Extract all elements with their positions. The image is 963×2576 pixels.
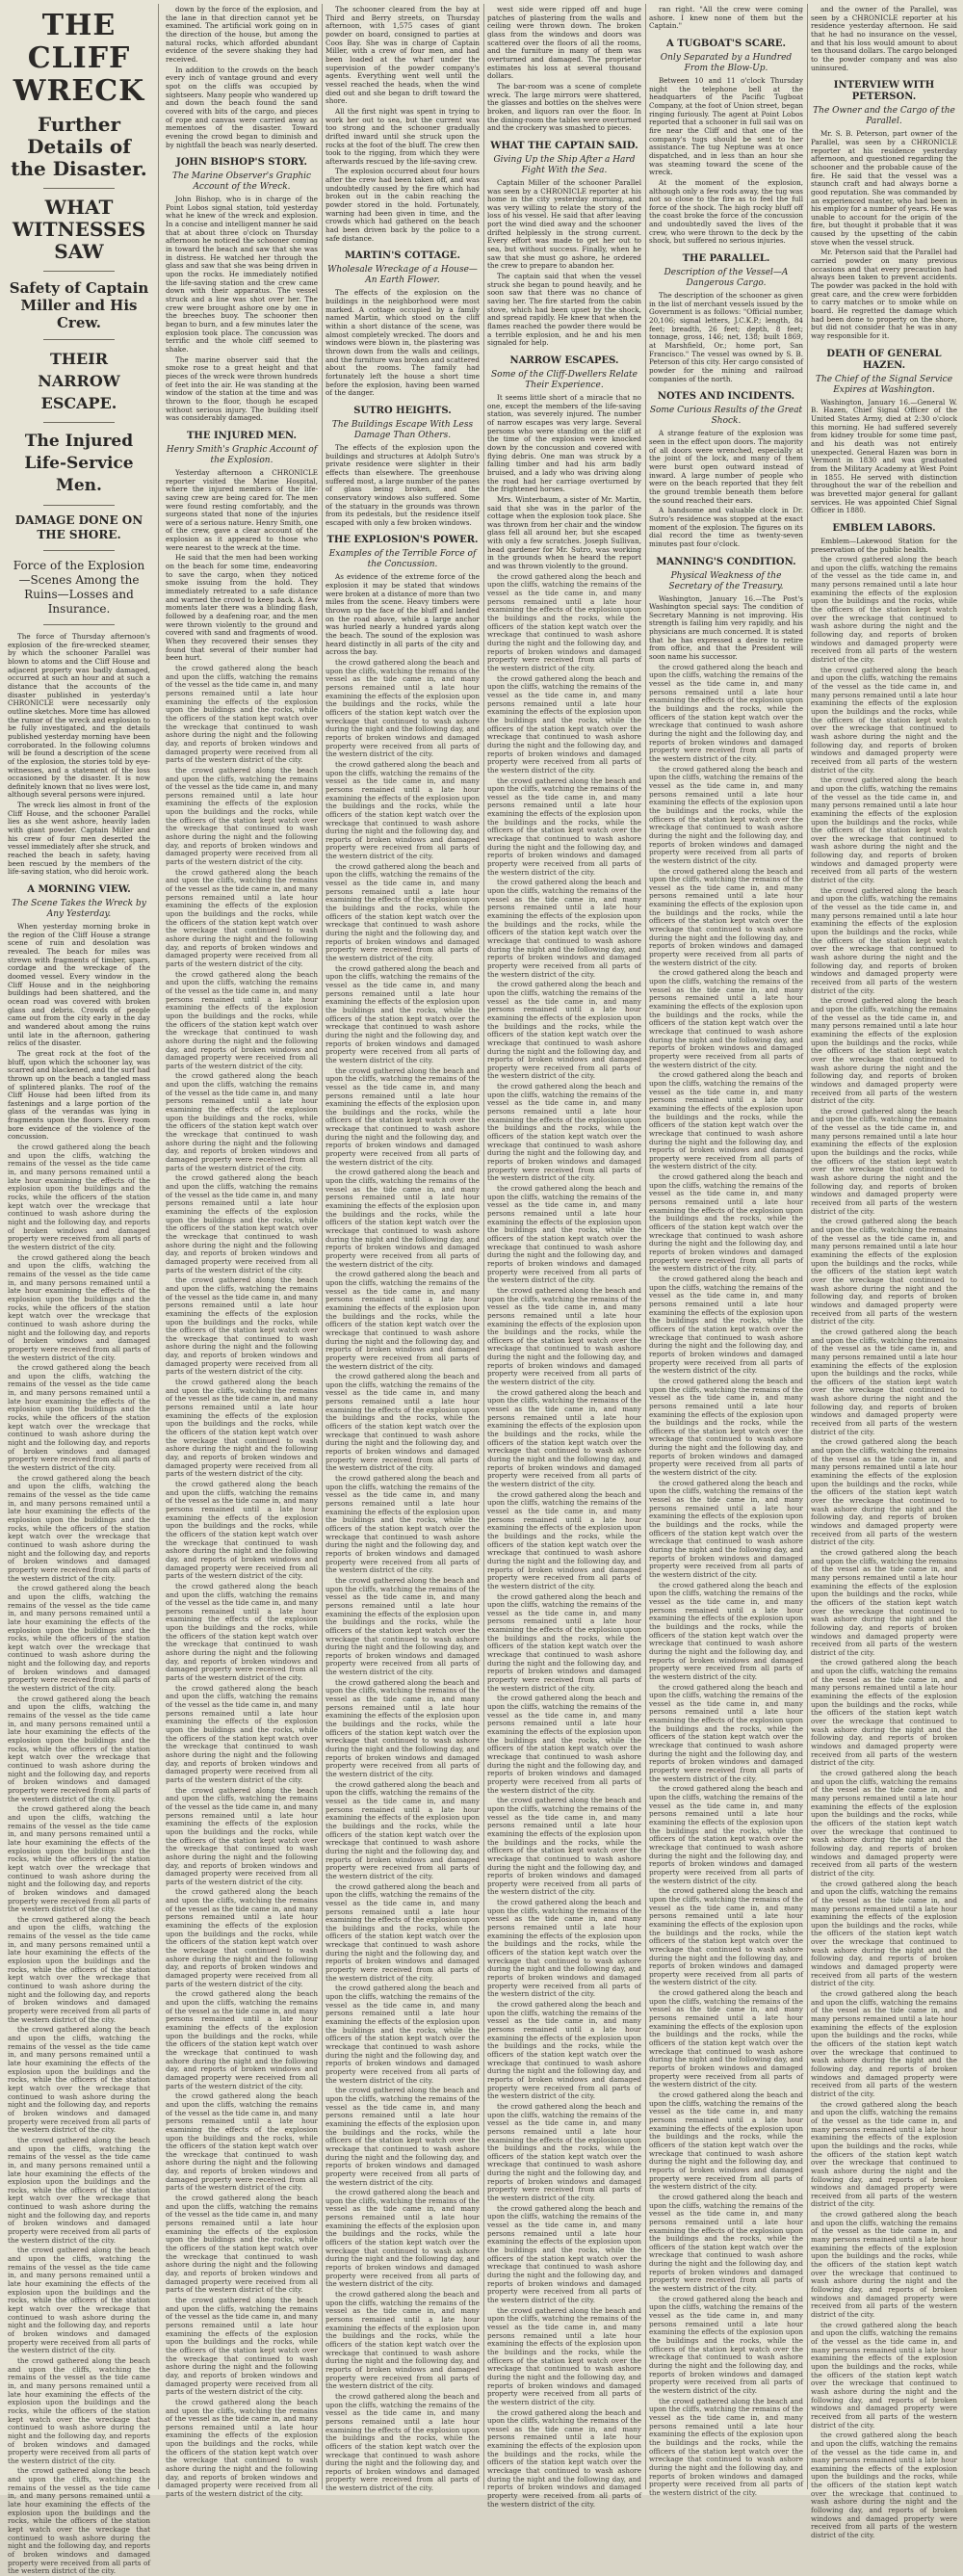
subhead-lead: The Buildings Escape With Less Damage Than Others. bbox=[331, 419, 474, 440]
subhead: A MORNING VIEW. bbox=[27, 884, 131, 896]
subhead-lead: Physical Weakness of the Secretary of the Treasury. bbox=[668, 570, 784, 591]
article-paragraph: the crowd gathered along the beach and upon the cliffs, watching the remains of the vessel as the tide came in, and many persons remained until a late hour examining the effects of the explosion upon the buildings and the rocks, while the officers of the station kept watch over the wreckage that continued to wash ashore during the night and the following day, and reports of broken windows and damaged property were received from all parts of the western district of the city. bbox=[487, 1591, 641, 1693]
subhead: THE EXPLOSION'S POWER. bbox=[326, 535, 479, 546]
article-paragraph: the crowd gathered along the beach and upon the cliffs, watching the remains of the vessel as the tide came in, and many persons remained until a late hour examining the effects of the explosion upon the buildings and the rocks, while the officers of the station kept watch over the wreckage that continued to wash ashore during the night and the following day, and reports of broken windows and damaged property were received from all parts of the western district of the city. bbox=[811, 1217, 957, 1327]
article-paragraph: the crowd gathered along the beach and upon the cliffs, watching the remains of the vessel as the tide came in, and many persons remained until a late hour examining the effects of the explosion upon the buildings and the rocks, while the officers of the station kept watch over the wreckage that continued to wash ashore during the night and the following day, and reports of broken windows and damaged property were received from all parts of the western district of the city. bbox=[649, 1580, 803, 1681]
divider bbox=[43, 422, 115, 423]
column-rule bbox=[483, 4, 484, 2489]
article-paragraph: the crowd gathered along the beach and upon the cliffs, watching the remains of the vessel as the tide came in, and many persons remained until a late hour examining the effects of the explosion upon the buildings and the rocks, while the officers of the station kept watch over the wreckage that continued to wash ashore during the night and the following day, and reports of broken windows and damaged property were received from all parts of the western district of the city. bbox=[325, 1575, 480, 1677]
article-paragraph: the crowd gathered along the beach and upon the cliffs, watching the remains of the vessel as the tide came in, and many persons remained until a late hour examining the effects of the explosion upon the buildings and the rocks, while the officers of the station kept watch over the wreckage that continued to wash ashore during the night and the following day, and reports of broken windows and damaged property were received from all parts of the western district of the city. bbox=[811, 2210, 957, 2319]
article-paragraph: the crowd gathered along the beach and upon the cliffs, watching the remains of the vessel as the tide came in, and many persons remained until a late hour examining the effects of the explosion upon the buildings and the rocks, while the officers of the station kept watch over the wreckage that continued to wash ashore during the night and the following day, and reports of broken windows and damaged property were received from all parts of the western district of the city. bbox=[8, 1694, 150, 1803]
article-paragraph: the crowd gathered along the beach and upon the cliffs, watching the remains of the vessel as the tide came in, and many persons remained until a late hour examining the effects of the explosion upon the buildings and the rocks, while the officers of the station kept watch over the wreckage that continued to wash ashore during the night and the following day, and reports of broken windows and damaged property were received from all parts of the western district of the city. bbox=[8, 2246, 150, 2355]
article-paragraph: the crowd gathered along the beach and upon the cliffs, watching the remains of the vessel as the tide came in, and many persons remained until a late hour examining the effects of the explosion upon the buildings and the rocks, while the officers of the station kept watch over the wreckage that continued to wash ashore during the night and the following day, and reports of broken windows and damaged property were received from all parts of the western district of the city. bbox=[649, 1172, 803, 1274]
subhead-lead: Description of the Vessel—A Dangerous Cargo. bbox=[664, 268, 789, 289]
article-paragraph: the crowd gathered along the beach and upon the cliffs, watching the remains of the vessel as the tide came in, and many persons remained until a late hour examining the effects of the explosion upon the buildings and the rocks, while the officers of the station kept watch over the wreckage that continued to wash ashore during the night and the following day, and reports of broken windows and damaged property were received from all parts of the western district of the city. bbox=[325, 1474, 480, 1575]
article-paragraph: the crowd gathered along the beach and upon the cliffs, watching the remains of the vessel as the tide came in, and many persons remained until a late hour examining the effects of the explosion upon the buildings and the rocks, while the officers of the station kept watch over the wreckage that continued to wash ashore during the night and the following day, and reports of broken windows and damaged property were received from all parts of the western district of the city. bbox=[325, 2188, 480, 2289]
subhead-lead: Wholesale Wreckage of a House—An Earth Flower. bbox=[327, 265, 478, 286]
column-2 bbox=[166, 5, 318, 2499]
article-paragraph: the crowd gathered along the beach and upon the cliffs, watching the remains of the vessel as the tide came in, and many persons remained until a late hour examining the effects of the explosion upon the buildings and the rocks, while the officers of the station kept watch over the wreckage that continued to wash ashore during the night and the following day, and reports of broken windows and damaged property were received from all parts of the western district of the city. bbox=[166, 867, 318, 968]
article-paragraph: the crowd gathered along the beach and upon the cliffs, watching the remains of the vessel as the tide came in, and many persons remained until a late hour examining the effects of the explosion upon the buildings and the rocks, while the officers of the station kept watch over the wreckage that continued to wash ashore during the night and the following day, and reports of broken windows and damaged property were received from all parts of the western district of the city. bbox=[8, 1584, 150, 1694]
article-paragraph: the crowd gathered along the beach and upon the cliffs, watching the remains of the vessel as the tide came in, and many persons remained until a late hour examining the effects of the explosion upon the buildings and the rocks, while the officers of the station kept watch over the wreckage that continued to wash ashore during the night and the following day, and reports of broken windows and damaged property were received from all parts of the western district of the city. bbox=[8, 1252, 150, 1362]
article-paragraph: the crowd gathered along the beach and upon the cliffs, watching the remains of the vessel as the tide came in, and many persons remained until a late hour examining the effects of the explosion upon the buildings and the rocks, while the officers of the station kept watch over the wreckage that continued to wash ashore during the night and the following day, and reports of broken windows and damaged property were received from all parts of the western district of the city. bbox=[325, 2290, 480, 2391]
article-paragraph: the crowd gathered along the beach and upon the cliffs, watching the remains of the vessel as the tide came in, and many persons remained until a late hour examining the effects of the explosion upon the buildings and the rocks, while the officers of the station kept watch over the wreckage that continued to wash ashore during the night and the following day, and reports of broken windows and damaged property were received from all parts of the western district of the city. bbox=[649, 968, 803, 1069]
subhead: SUTRO HEIGHTS. bbox=[353, 405, 452, 416]
column-3 bbox=[325, 5, 480, 2493]
article-paragraph: The bar-room was a scene of complete wreck. The large mirrors were shattered, the glasses and bottles on the shelves were broken, and liquors ran over the floor. In the dining-room the tables were overturned and the crockery was smashed to pieces. bbox=[487, 81, 641, 133]
article-paragraph: the crowd gathered along the beach and upon the cliffs, watching the remains of the vessel as the tide came in, and many persons remained until a late hour examining the effects of the explosion upon the buildings and the rocks, while the officers of the station kept watch over the wreckage that continued to wash ashore during the night and the following day, and reports of broken windows and damaged property were received from all parts of the western district of the city. bbox=[166, 1479, 318, 1581]
article-paragraph: and the owner of the Parallel, was seen by a CHRONICLE reporter at his residence yesterday afternoon. He said that he had no insurance on the vessel, and that his loss would amount to about ten thousand dollars. The cargo belonged to the powder company and was also uninsured. bbox=[811, 5, 958, 72]
article-paragraph: the crowd gathered along the beach and upon the cliffs, watching the remains of the vessel as the tide came in, and many persons remained until a late hour examining the effects of the explosion upon the buildings and the rocks, while the officers of the station kept watch over the wreckage that continued to wash ashore during the night and the following day, and reports of broken windows and damaged property were received from all parts of the western district of the city. bbox=[166, 1683, 318, 1784]
article-paragraph: the crowd gathered along the beach and upon the cliffs, watching the remains of the vessel as the tide came in, and many persons remained until a late hour examining the effects of the explosion upon the buildings and the rocks, while the officers of the station kept watch over the wreckage that continued to wash ashore during the night and the following day, and reports of broken windows and damaged property were received from all parts of the western district of the city. bbox=[325, 1677, 480, 1778]
article-paragraph: the crowd gathered along the beach and upon the cliffs, watching the remains of the vessel as the tide came in, and many persons remained until a late hour examining the effects of the explosion upon the buildings and the rocks, while the officers of the station kept watch over the wreckage that continued to wash ashore during the night and the following day, and reports of broken windows and damaged property were received from all parts of the western district of the city. bbox=[325, 1168, 480, 1269]
headline-deck-3: Safety of Captain Miller and His Crew. bbox=[9, 279, 149, 331]
article-paragraph: the crowd gathered along the beach and upon the cliffs, watching the remains of the vessel as the tide came in, and many persons remained until a late hour examining the effects of the explosion upon the buildings and the rocks, while the officers of the station kept watch over the wreckage that continued to wash ashore during the night and the following day, and reports of broken windows and damaged property were received from all parts of the western district of the city. bbox=[487, 1898, 641, 1999]
subhead-lead: The Marine Observer's Graphic Account of the Wreck. bbox=[171, 171, 312, 193]
article-paragraph: The captain said that when the vessel struck she began to pound heavily, and he soon saw that there was no chance of saving her. The fire started from the cabin stove, which had been upset by the shock, and spread rapidly. He knew that when the flames reached the powder there would be a terrible explosion, and he and his men signaled for help. bbox=[487, 272, 641, 348]
article-paragraph: the crowd gathered along the beach and upon the cliffs, watching the remains of the vessel as the tide came in, and many persons remained until a late hour examining the effects of the explosion upon the buildings and the rocks, while the officers of the station kept watch over the wreckage that continued to wash ashore during the night and the following day, and reports of broken windows and damaged property were received from all parts of the western district of the city. bbox=[166, 2295, 318, 2397]
article-paragraph: the crowd gathered along the beach and upon the cliffs, watching the remains of the vessel as the tide came in, and many persons remained until a late hour examining the effects of the explosion upon the buildings and the rocks, while the officers of the station kept watch over the wreckage that continued to wash ashore during the night and the following day, and reports of broken windows and damaged property were received from all parts of the western district of the city. bbox=[649, 1784, 803, 1885]
article-paragraph: the crowd gathered along the beach and upon the cliffs, watching the remains of the vessel as the tide came in, and many persons remained until a late hour examining the effects of the explosion upon the buildings and the rocks, while the officers of the station kept watch over the wreckage that continued to wash ashore during the night and the following day, and reports of broken windows and damaged property were received from all parts of the western district of the city. bbox=[166, 1581, 318, 1683]
article-paragraph: The description of the schooner as given in the list of merchant vessels issued by the Government is as follows: "Official number, 20,106; signal letters, J.C.K.P.; length, 84 feet; breadth, 26 feet; depth, 8 feet; tonnage, gross, 146; net, 138; built 1869, at Marshfield, Or.; home port, San Francisco." The vessel was owned by S. B. Peterson of this city. Her cargo consisted of powder for the mining and railroad companies of the north. bbox=[649, 291, 803, 383]
article-paragraph: the crowd gathered along the beach and upon the cliffs, watching the remains of the vessel as the tide came in, and many persons remained until a late hour examining the effects of the explosion upon the buildings and the rocks, while the officers of the station kept watch over the wreckage that continued to wash ashore during the night and the following day, and reports of broken windows and damaged property were received from all parts of the western district of the city. bbox=[325, 1984, 480, 2085]
article-paragraph: A handsome and valuable clock in Dr. Sutro's residence was stopped at the exact moment of the explosion. The figures on its dial record the time as twenty-seven minutes past four o'clock. bbox=[649, 506, 803, 548]
article-paragraph: the crowd gathered along the beach and upon the cliffs, watching the remains of the vessel as the tide came in, and many persons remained until a late hour examining the effects of the explosion upon the buildings and the rocks, while the officers of the station kept watch over the wreckage that continued to wash ashore during the night and the following day, and reports of broken windows and damaged property were received from all parts of the western district of the city. bbox=[487, 980, 641, 1081]
article-paragraph: the crowd gathered along the beach and upon the cliffs, watching the remains of the vessel as the tide came in, and many persons remained until a late hour examining the effects of the explosion upon the buildings and the rocks, while the officers of the station kept watch over the wreckage that continued to wash ashore during the night and the following day, and reports of broken windows and damaged property were received from all parts of the western district of the city. bbox=[649, 764, 803, 865]
article-paragraph: the crowd gathered along the beach and upon the cliffs, watching the remains of the vessel as the tide came in, and many persons remained until a late hour examining the effects of the explosion upon the buildings and the rocks, while the officers of the station kept watch over the wreckage that continued to wash ashore during the night and the following day, and reports of broken windows and damaged property were received from all parts of the western district of the city. bbox=[811, 885, 957, 995]
article-paragraph: the crowd gathered along the beach and upon the cliffs, watching the remains of the vessel as the tide came in, and many persons remained until a late hour examining the effects of the explosion upon the buildings and the rocks, while the officers of the station kept watch over the wreckage that continued to wash ashore during the night and the following day, and reports of broken windows and damaged property were received from all parts of the western district of the city. bbox=[8, 2135, 150, 2245]
headline-summary: Force of the Explosion—Scenes Among the Ruins—Losses and Insurance. bbox=[13, 559, 145, 616]
article-paragraph: west side were ripped off and huge patches of plastering from the walls and ceiling were thrown down. The broken glass from the windows and doors was scattered over the floors of all the rooms, and the furniture in many of them was overturned and damaged. The proprietor estimates his loss at several thousand dollars. bbox=[487, 5, 641, 81]
subhead: NARROW ESCAPES. bbox=[509, 355, 619, 366]
subhead-lead: Giving Up the Ship After a Hard Fight With the Sea. bbox=[493, 154, 636, 175]
article-paragraph: the crowd gathered along the beach and upon the cliffs, watching the remains of the vessel as the tide came in, and many persons remained until a late hour examining the effects of the explosion upon the buildings and the rocks, while the officers of the station kept watch over the wreckage that continued to wash ashore during the night and the following day, and reports of broken windows and damaged property were received from all parts of the western district of the city. bbox=[649, 662, 803, 763]
article-paragraph: the crowd gathered along the beach and upon the cliffs, watching the remains of the vessel as the tide came in, and many persons remained until a late hour examining the effects of the explosion upon the buildings and the rocks, while the officers of the station kept watch over the wreckage that continued to wash ashore during the night and the following day, and reports of broken windows and damaged property were received from all parts of the western district of the city. bbox=[811, 2320, 957, 2430]
article-paragraph: the crowd gathered along the beach and upon the cliffs, watching the remains of the vessel as the tide came in, and many persons remained until a late hour examining the effects of the explosion upon the buildings and the rocks, while the officers of the station kept watch over the wreckage that continued to wash ashore during the night and the following day, and reports of broken windows and damaged property were received from all parts of the western district of the city. bbox=[325, 658, 480, 759]
article-paragraph: The explosion occurred about four hours after the crew had been taken off, and was undoubtedly caused by the fire which had broken out in the cabin reaching the powder stored in the hold. Fortunately, warning had been given in time, and the crowds which had gathered on the beach had been driven back by the police to a safe distance. bbox=[325, 167, 480, 243]
article-paragraph: the crowd gathered along the beach and upon the cliffs, watching the remains of the vessel as the tide came in, and many persons remained until a late hour examining the effects of the explosion upon the buildings and the rocks, while the officers of the station kept watch over the wreckage that continued to wash ashore during the night and the following day, and reports of broken windows and damaged property were received from all parts of the western district of the city. bbox=[166, 2397, 318, 2499]
column-4 bbox=[487, 5, 641, 2509]
article-paragraph: Mr. S. B. Peterson, part owner of the Parallel, was seen by a CHRONICLE reporter at his residence yesterday afternoon, and questioned regarding the schooner and the probable cause of the fire. He said that the vessel was a staunch craft and had always borne a good reputation. She was commanded by an experienced master, who had been in his employ for a number of years. He was unable to account for the origin of the fire, but thought it probable that it was caused by the upsetting of the cabin stove when the vessel struck. bbox=[811, 129, 957, 247]
article-paragraph: the crowd gathered along the beach and upon the cliffs, watching the remains of the vessel as the tide came in, and many persons remained until a late hour examining the effects of the explosion upon the buildings and the rocks, while the officers of the station kept watch over the wreckage that continued to wash ashore during the night and the following day, and reports of broken windows and damaged property were received from all parts of the western district of the city. bbox=[649, 866, 803, 967]
article-paragraph: the crowd gathered along the beach and upon the cliffs, watching the remains of the vessel as the tide came in, and many persons remained until a late hour examining the effects of the explosion upon the buildings and the rocks, while the officers of the station kept watch over the wreckage that continued to wash ashore during the night and the following day, and reports of broken windows and damaged property were received from all parts of the western district of the city. bbox=[487, 1796, 641, 1897]
article-paragraph: The effects of the explosion upon the buildings and structures at Adolph Sutro's private residence were slighter in their effects than elsewhere. The greenhouse suffered most, a large number of the panes of glass being broken, and the conservatory windows also suffered. Some of the statuary in the grounds was thrown from its pedestals, but the residence itself escaped with only a few broken windows. bbox=[325, 442, 480, 527]
article-paragraph: The schooner cleared from the bay at Third and Berry streets, on Thursday afternoon, with 1,575 cases of giant powder on board, consigned to parties at Coos Bay. She was in charge of Captain Miller, with a crew of four men, and had been loaded at the wharf under the supervision of the powder company's agents. Everything went well until the vessel reached the heads, when the wind died out and she began to drift toward the shore. bbox=[325, 5, 480, 106]
divider bbox=[43, 339, 115, 340]
article-paragraph: the crowd gathered along the beach and upon the cliffs, watching the remains of the vessel as the tide came in, and many persons remained until a late hour examining the effects of the explosion upon the buildings and the rocks, while the officers of the station kept watch over the wreckage that continued to wash ashore during the night and the following day, and reports of broken windows and damaged property were received from all parts of the western district of the city. bbox=[649, 1682, 803, 1783]
article-paragraph: the crowd gathered along the beach and upon the cliffs, watching the remains of the vessel as the tide came in, and many persons remained until a late hour examining the effects of the explosion upon the buildings and the rocks, while the officers of the station kept watch over the wreckage that continued to wash ashore during the night and the following day, and reports of broken windows and damaged property were received from all parts of the western district of the city. bbox=[166, 969, 318, 1070]
article-paragraph: the crowd gathered along the beach and upon the cliffs, watching the remains of the vessel as the tide came in, and many persons remained until a late hour examining the effects of the explosion upon the buildings and the rocks, while the officers of the station kept watch over the wreckage that continued to wash ashore during the night and the following day, and reports of broken windows and damaged property were received from all parts of the western district of the city. bbox=[811, 1547, 957, 1657]
article-paragraph: the crowd gathered along the beach and upon the cliffs, watching the remains of the vessel as the tide came in, and many persons remained until a late hour examining the effects of the explosion upon the buildings and the rocks, while the officers of the station kept watch over the wreckage that continued to wash ashore during the night and the following day, and reports of broken windows and damaged property were received from all parts of the western district of the city. bbox=[325, 2086, 480, 2187]
article-paragraph: the crowd gathered along the beach and upon the cliffs, watching the remains of the vessel as the tide came in, and many persons remained until a late hour examining the effects of the explosion upon the buildings and the rocks, while the officers of the station kept watch over the wreckage that continued to wash ashore during the night and the following day, and reports of broken windows and damaged property were received from all parts of the western district of the city. bbox=[325, 759, 480, 861]
headline-deck-2: WHAT WITNESSES SAW bbox=[12, 196, 146, 263]
article-paragraph: the crowd gathered along the beach and upon the cliffs, watching the remains of the vessel as the tide came in, and many persons remained until a late hour examining the effects of the explosion upon the buildings and the rocks, while the officers of the station kept watch over the wreckage that continued to wash ashore during the night and the following day, and reports of broken windows and damaged property were received from all parts of the western district of the city. bbox=[8, 1804, 150, 1914]
subhead: MANNING'S CONDITION. bbox=[656, 556, 796, 567]
article-paragraph: the crowd gathered along the beach and upon the cliffs, watching the remains of the vessel as the tide came in, and many persons remained until a late hour examining the effects of the explosion upon the buildings and the rocks, while the officers of the station kept watch over the wreckage that continued to wash ashore during the night and the following day, and reports of broken windows and damaged property were received from all parts of the western district of the city. bbox=[811, 1989, 957, 2098]
subhead: A TUGBOAT'S SCARE. bbox=[665, 38, 787, 49]
article-paragraph: the crowd gathered along the beach and upon the cliffs, watching the remains of the vessel as the tide came in, and many persons remained until a late hour examining the effects of the explosion upon the buildings and the rocks, while the officers of the station kept watch over the wreckage that continued to wash ashore during the night and the following day, and reports of broken windows and damaged property were received from all parts of the western district of the city. bbox=[487, 2407, 641, 2509]
subhead: THE INJURED MEN. bbox=[186, 430, 298, 441]
article-paragraph: the crowd gathered along the beach and upon the cliffs, watching the remains of the vessel as the tide came in, and many persons remained until a late hour examining the effects of the explosion upon the buildings and the rocks, while the officers of the station kept watch over the wreckage that continued to wash ashore during the night and the following day, and reports of broken windows and damaged property were received from all parts of the western district of the city. bbox=[487, 673, 641, 775]
subhead-lead: The Scene Takes the Wreck by Any Yesterday. bbox=[12, 899, 146, 920]
article-paragraph: It seems little short of a miracle that no one, except the members of the life-saving station, was severely injured. The number of narrow escapes was very large. Several persons who were standing on the cliff at the time of the explosion were knocked down by the concussion and covered with flying debris. One man was struck by a falling timber and had his arm badly bruised, and a lady who was driving along the road had her carriage overturned by the frightened horses. bbox=[487, 392, 641, 494]
column-rule bbox=[158, 4, 159, 2489]
article-paragraph: the crowd gathered along the beach and upon the cliffs, watching the remains of the vessel as the tide came in, and many persons remained until a late hour examining the effects of the explosion upon the buildings and the rocks, while the officers of the station kept watch over the wreckage that continued to wash ashore during the night and the following day, and reports of broken windows and damaged property were received from all parts of the western district of the city. bbox=[811, 1658, 957, 1768]
subhead: EMBLEM LABORS. bbox=[832, 522, 936, 534]
article-paragraph: Emblem—Lakewood Station for the preservation of the public health. bbox=[811, 536, 957, 554]
subhead-lead: Henry Smith's Graphic Account of the Explosion. bbox=[166, 444, 318, 465]
article-paragraph: the crowd gathered along the beach and upon the cliffs, watching the remains of the vessel as the tide came in, and many persons remained until a late hour examining the effects of the explosion upon the buildings and the rocks, while the officers of the station kept watch over the wreckage that continued to wash ashore during the night and the following day, and reports of broken windows and damaged property were received from all parts of the western district of the city. bbox=[811, 1879, 957, 1988]
subhead-lead: Some Curious Results of the Great Shock. bbox=[649, 406, 803, 427]
divider bbox=[43, 271, 115, 272]
article-paragraph: the crowd gathered along the beach and upon the cliffs, watching the remains of the vessel as the tide came in, and many persons remained until a late hour examining the effects of the explosion upon the buildings and the rocks, while the officers of the station kept watch over the wreckage that continued to wash ashore during the night and the following day, and reports of broken windows and damaged property were received from all parts of the western district of the city. bbox=[487, 571, 641, 672]
subhead: THE PARALLEL. bbox=[682, 253, 770, 265]
article-paragraph: the crowd gathered along the beach and upon the cliffs, watching the remains of the vessel as the tide came in, and many persons remained until a late hour examining the effects of the explosion upon the buildings and the rocks, while the officers of the station kept watch over the wreckage that continued to wash ashore during the night and the following day, and reports of broken windows and damaged property were received from all parts of the western district of the city. bbox=[166, 1173, 318, 1275]
article-paragraph: the crowd gathered along the beach and upon the cliffs, watching the remains of the vessel as the tide came in, and many persons remained until a late hour examining the effects of the explosion upon the buildings and the rocks, while the officers of the station kept watch over the wreckage that continued to wash ashore during the night and the following day, and reports of broken windows and damaged property were received from all parts of the western district of the city. bbox=[487, 1694, 641, 1795]
article-paragraph: the crowd gathered along the beach and upon the cliffs, watching the remains of the vessel as the tide came in, and many persons remained until a late hour examining the effects of the explosion upon the buildings and the rocks, while the officers of the station kept watch over the wreckage that continued to wash ashore during the night and the following day, and reports of broken windows and damaged property were received from all parts of the western district of the city. bbox=[649, 1478, 803, 1579]
article-paragraph: down by the force of the explosion, and the lane in that direction cannot yet be examined. The artificial work going on in the direction of the house, but among the natural rocks, which afforded abundant evidence of the severe shaking they had received. bbox=[166, 5, 318, 64]
subhead: DEATH OF GENERAL HAZEN. bbox=[826, 348, 942, 371]
article-paragraph: the crowd gathered along the beach and upon the cliffs, watching the remains of the vessel as the tide came in, and many persons remained until a late hour examining the effects of the explosion upon the buildings and the rocks, while the officers of the station kept watch over the wreckage that continued to wash ashore during the night and the following day, and reports of broken windows and damaged property were received from all parts of the western district of the city. bbox=[325, 861, 480, 962]
headline-deck-6: DAMAGE DONE ON THE SHORE. bbox=[14, 513, 143, 541]
headline-deck-5: The Injured Life-Service Men. bbox=[24, 432, 134, 495]
article-paragraph: Washington, January 16.—General W. B. Hazen, Chief Signal Officer of the United States Army, died at 2:30 o'clock this morning. He had suffered severely from kidney trouble for some time past, and his death was not entirely unexpected. General Hazen was born in Vermont in 1830 and was graduated from the Military Academy at West Point in 1855. He served with distinction throughout the war of the rebellion and was brevetted major general for gallant services. He was appointed Chief Signal Officer in 1880. bbox=[811, 397, 957, 515]
article-paragraph: the crowd gathered along the beach and upon the cliffs, watching the remains of the vessel as the tide came in, and many persons remained until a late hour examining the effects of the explosion upon the buildings and the rocks, while the officers of the station kept watch over the wreckage that continued to wash ashore during the night and the following day, and reports of broken windows and damaged property were received from all parts of the western district of the city. bbox=[811, 1327, 957, 1436]
article-paragraph: the crowd gathered along the beach and upon the cliffs, watching the remains of the vessel as the tide came in, and many persons remained until a late hour examining the effects of the explosion upon the buildings and the rocks, while the officers of the station kept watch over the wreckage that continued to wash ashore during the night and the following day, and reports of broken windows and damaged property were received from all parts of the western district of the city. bbox=[649, 2192, 803, 2294]
subhead-lead: Examples of the Terrible Force of the Concussion. bbox=[328, 549, 477, 570]
article-paragraph: Yesterday afternoon a CHRONICLE reporter visited the Marine Hospital, where the injured members of the life-saving crew are being cared for. The men were found resting comfortably, and the surgeons stated that none of the injuries were of a serious nature. Henry Smith, one of the crew, gave a clear account of the explosion as it appeared to those who were nearest to the wreck at the time. bbox=[166, 467, 318, 552]
column-rule bbox=[322, 4, 323, 2489]
subhead: INTERVIEW WITH PETERSON. bbox=[833, 80, 935, 103]
subhead: MARTIN'S COTTAGE. bbox=[344, 250, 461, 262]
subhead: JOHN BISHOP'S STORY. bbox=[175, 157, 307, 169]
article-paragraph: the crowd gathered along the beach and upon the cliffs, watching the remains of the vessel as the tide came in, and many persons remained until a late hour examining the effects of the explosion upon the buildings and the rocks, while the officers of the station kept watch over the wreckage that continued to wash ashore during the night and the following day, and reports of broken windows and damaged property were received from all parts of the western district of the city. bbox=[8, 2025, 150, 2135]
article-paragraph: the crowd gathered along the beach and upon the cliffs, watching the remains of the vessel as the tide came in, and many persons remained until a late hour examining the effects of the explosion upon the buildings and the rocks, while the officers of the station kept watch over the wreckage that continued to wash ashore during the night and the following day, and reports of broken windows and damaged property were received from all parts of the western district of the city. bbox=[166, 1785, 318, 1886]
article-paragraph: the crowd gathered along the beach and upon the cliffs, watching the remains of the vessel as the tide came in, and many persons remained until a late hour examining the effects of the explosion upon the buildings and the rocks, while the officers of the station kept watch over the wreckage that continued to wash ashore during the night and the following day, and reports of broken windows and damaged property were received from all parts of the western district of the city. bbox=[649, 1376, 803, 1478]
article-paragraph: the crowd gathered along the beach and upon the cliffs, watching the remains of the vessel as the tide came in, and many persons remained until a late hour examining the effects of the explosion upon the buildings and the rocks, while the officers of the station kept watch over the wreckage that continued to wash ashore during the night and the following day, and reports of broken windows and damaged property were received from all parts of the western district of the city. bbox=[325, 1065, 480, 1167]
article-paragraph: the crowd gathered along the beach and upon the cliffs, watching the remains of the vessel as the tide came in, and many persons remained until a late hour examining the effects of the explosion upon the buildings and the rocks, while the officers of the station kept watch over the wreckage that continued to wash ashore during the night and the following day, and reports of broken windows and damaged property were received from all parts of the western district of the city. bbox=[8, 1363, 150, 1473]
article-paragraph: the crowd gathered along the beach and upon the cliffs, watching the remains of the vessel as the tide came in, and many persons remained until a late hour examining the effects of the explosion upon the buildings and the rocks, while the officers of the station kept watch over the wreckage that continued to wash ashore during the night and the following day, and reports of broken windows and damaged property were received from all parts of the western district of the city. bbox=[166, 1275, 318, 1377]
article-paragraph: the crowd gathered along the beach and upon the cliffs, watching the remains of the vessel as the tide came in, and many persons remained until a late hour examining the effects of the explosion upon the buildings and the rocks, while the officers of the station kept watch over the wreckage that continued to wash ashore during the night and the following day, and reports of broken windows and damaged property were received from all parts of the western district of the city. bbox=[8, 1143, 150, 1251]
article-paragraph: the crowd gathered along the beach and upon the cliffs, watching the remains of the vessel as the tide came in, and many persons remained until a late hour examining the effects of the explosion upon the buildings and the rocks, while the officers of the station kept watch over the wreckage that continued to wash ashore during the night and the following day, and reports of broken windows and damaged property were received from all parts of the western district of the city. bbox=[8, 1473, 150, 1583]
article-paragraph: the crowd gathered along the beach and upon the cliffs, watching the remains of the vessel as the tide came in, and many persons remained until a late hour examining the effects of the explosion upon the buildings and the rocks, while the officers of the station kept watch over the wreckage that continued to wash ashore during the night and the following day, and reports of broken windows and damaged property were received from all parts of the western district of the city. bbox=[8, 2466, 150, 2576]
article-paragraph: John Bishop, who is in charge of the Point Lobos signal station, told yesterday what he knew of the wreck and explosion. In a concise and intelligent manner he said that at about three o'clock on Thursday afternoon he noticed the schooner coming in toward the beach and saw that she was in distress. He watched her through the glass and saw that she was being driven in upon the rocks. He immediately notified the life-saving station and the crew came down with their apparatus. The vessel struck and a line was shot over her. The crew were brought ashore one by one in the breeches buoy. The schooner then began to burn, and a few minutes later the explosion took place. The concussion was terrific and the whole cliff seemed to shake. bbox=[166, 195, 318, 354]
article-paragraph: the crowd gathered along the beach and upon the cliffs, watching the remains of the vessel as the tide came in, and many persons remained until a late hour examining the effects of the explosion upon the buildings and the rocks, while the officers of the station kept watch over the wreckage that continued to wash ashore during the night and the following day, and reports of broken windows and damaged property were received from all parts of the western district of the city. bbox=[487, 1489, 641, 1590]
article-paragraph: the crowd gathered along the beach and upon the cliffs, watching the remains of the vessel as the tide came in, and many persons remained until a late hour examining the effects of the explosion upon the buildings and the rocks, while the officers of the station kept watch over the wreckage that continued to wash ashore during the night and the following day, and reports of broken windows and damaged property were received from all parts of the western district of the city. bbox=[487, 2305, 641, 2406]
divider bbox=[43, 188, 115, 189]
divider bbox=[43, 505, 115, 506]
article-paragraph: the crowd gathered along the beach and upon the cliffs, watching the remains of the vessel as the tide came in, and many persons remained until a late hour examining the effects of the explosion upon the buildings and the rocks, while the officers of the station kept watch over the wreckage that continued to wash ashore during the night and the following day, and reports of broken windows and damaged property were received from all parts of the western district of the city. bbox=[811, 996, 957, 1106]
article-paragraph: the crowd gathered along the beach and upon the cliffs, watching the remains of the vessel as the tide came in, and many persons remained until a late hour examining the effects of the explosion upon the buildings and the rocks, while the officers of the station kept watch over the wreckage that continued to wash ashore during the night and the following day, and reports of broken windows and damaged property were received from all parts of the western district of the city. bbox=[649, 1988, 803, 2090]
article-paragraph: the crowd gathered along the beach and upon the cliffs, watching the remains of the vessel as the tide came in, and many persons remained until a late hour examining the effects of the explosion upon the buildings and the rocks, while the officers of the station kept watch over the wreckage that continued to wash ashore during the night and the following day, and reports of broken windows and damaged property were received from all parts of the western district of the city. bbox=[811, 2099, 957, 2209]
column-1 bbox=[8, 6, 150, 2576]
article-paragraph: the crowd gathered along the beach and upon the cliffs, watching the remains of the vessel as the tide came in, and many persons remained until a late hour examining the effects of the explosion upon the buildings and the rocks, while the officers of the station kept watch over the wreckage that continued to wash ashore during the night and the following day, and reports of broken windows and damaged property were received from all parts of the western district of the city. bbox=[325, 1881, 480, 1983]
column-5 bbox=[649, 5, 803, 2497]
article-paragraph: the crowd gathered along the beach and upon the cliffs, watching the remains of the vessel as the tide came in, and many persons remained until a late hour examining the effects of the explosion upon the buildings and the rocks, while the officers of the station kept watch over the wreckage that continued to wash ashore during the night and the following day, and reports of broken windows and damaged property were received from all parts of the western district of the city. bbox=[166, 663, 318, 765]
article-paragraph: The wreck lies almost in front of the Cliff House, and the schooner Parallel lies as she went ashore, heavily laden with giant powder. Captain Miller and his crew of four men deserted the vessel immediately after she struck, and reached the beach in safety, having been rescued by the members of the life-saving station, who did heroic work. bbox=[8, 801, 150, 877]
article-paragraph: the crowd gathered along the beach and upon the cliffs, watching the remains of the vessel as the tide came in, and many persons remained until a late hour examining the effects of the explosion upon the buildings and the rocks, while the officers of the station kept watch over the wreckage that continued to wash ashore during the night and the following day, and reports of broken windows and damaged property were received from all parts of the western district of the city. bbox=[811, 1437, 957, 1547]
article-paragraph: the crowd gathered along the beach and upon the cliffs, watching the remains of the vessel as the tide came in, and many persons remained until a late hour examining the effects of the explosion upon the buildings and the rocks, while the officers of the station kept watch over the wreckage that continued to wash ashore during the night and the following day, and reports of broken windows and damaged property were received from all parts of the western district of the city. bbox=[487, 2101, 641, 2203]
article-paragraph: the crowd gathered along the beach and upon the cliffs, watching the remains of the vessel as the tide came in, and many persons remained until a late hour examining the effects of the explosion upon the buildings and the rocks, while the officers of the station kept watch over the wreckage that continued to wash ashore during the night and the following day, and reports of broken windows and damaged property were received from all parts of the western district of the city. bbox=[649, 1070, 803, 1171]
article-paragraph: The effects of the explosion on the buildings in the neighborhood were most marked. A cottage occupied by a family named Martin, which stood on the cliff within a short distance of the scene, was almost completely wrecked. The doors and windows were blown in, the plastering was thrown down from the walls and ceilings, and the furniture was broken and scattered about the rooms. The family had fortunately left the house a short time before the explosion, having been warned of the danger. bbox=[325, 288, 480, 398]
subhead: WHAT THE CAPTAIN SAID. bbox=[490, 140, 638, 151]
article-paragraph: The marine observer said that the smoke rose to a great height and that pieces of the wreck were thrown hundreds of feet into the air. He was standing at the window of the station at the time and was thrown to the floor, though he escaped without serious injury. The building itself was considerably damaged. bbox=[166, 355, 318, 423]
article-paragraph: the crowd gathered along the beach and upon the cliffs, watching the remains of the vessel as the tide came in, and many persons remained until a late hour examining the effects of the explosion upon the buildings and the rocks, while the officers of the station kept watch over the wreckage that continued to wash ashore during the night and the following day, and reports of broken windows and damaged property were received from all parts of the western district of the city. bbox=[811, 775, 957, 885]
article-paragraph: the crowd gathered along the beach and upon the cliffs, watching the remains of the vessel as the tide came in, and many persons remained until a late hour examining the effects of the explosion upon the buildings and the rocks, while the officers of the station kept watch over the wreckage that continued to wash ashore during the night and the following day, and reports of broken windows and damaged property were received from all parts of the western district of the city. bbox=[166, 2194, 318, 2295]
article-paragraph: Between 10 and 11 o'clock Thursday night the telephone bell at the headquarters of the Pacific Tugboat Company, at the foot of Union street, began ringing furiously. The agent at Point Lobos reported that a schooner in full sail was on fire near the Cliff and that one of the company's tugs should be sent to her assistance. The tug Neptune was at once dispatched, and in less than an hour she was steaming toward the scene of the wreck. bbox=[649, 75, 803, 177]
article-paragraph: the crowd gathered along the beach and upon the cliffs, watching the remains of the vessel as the tide came in, and many persons remained until a late hour examining the effects of the explosion upon the buildings and the rocks, while the officers of the station kept watch over the wreckage that continued to wash ashore during the night and the following day, and reports of broken windows and damaged property were received from all parts of the western district of the city. bbox=[166, 1887, 318, 1988]
article-paragraph: the crowd gathered along the beach and upon the cliffs, watching the remains of the vessel as the tide came in, and many persons remained until a late hour examining the effects of the explosion upon the buildings and the rocks, while the officers of the station kept watch over the wreckage that continued to wash ashore during the night and the following day, and reports of broken windows and damaged property were received from all parts of the western district of the city. bbox=[166, 2091, 318, 2193]
article-paragraph: the crowd gathered along the beach and upon the cliffs, watching the remains of the vessel as the tide came in, and many persons remained until a late hour examining the effects of the explosion upon the buildings and the rocks, while the officers of the station kept watch over the wreckage that continued to wash ashore during the night and the following day, and reports of broken windows and damaged property were received from all parts of the western district of the city. bbox=[811, 665, 957, 775]
article-paragraph: the crowd gathered along the beach and upon the cliffs, watching the remains of the vessel as the tide came in, and many persons remained until a late hour examining the effects of the explosion upon the buildings and the rocks, while the officers of the station kept watch over the wreckage that continued to wash ashore during the night and the following day, and reports of broken windows and damaged property were received from all parts of the western district of the city. bbox=[487, 878, 641, 979]
article-paragraph: Captain Miller of the schooner Parallel was seen by a CHRONICLE reporter at his home in the city yesterday morning, and was very willing to relate the story of the loss of his vessel. He said that after leaving port the wind died away and the schooner drifted helplessly in the strong current. Every effort was made to get her out to sea, but without success. Finally, when he saw that she must go ashore, he ordered the crew to prepare to abandon her. bbox=[487, 177, 641, 271]
article-paragraph: Mr. Peterson said that the Parallel had carried powder on many previous occasions and that every precaution had always been taken to prevent accidents. The powder was packed in the hold with great care, and the crew were forbidden to carry matches or to smoke while on board. He regretted the damage which had been done to property on the shore, but did not consider that he was in any way responsible for it. bbox=[811, 248, 957, 340]
subhead-lead: Only Separated by a Hundred From the Blow-Up. bbox=[660, 52, 793, 73]
column-rule bbox=[645, 4, 646, 2489]
article-paragraph: the crowd gathered along the beach and upon the cliffs, watching the remains of the vessel as the tide came in, and many persons remained until a late hour examining the effects of the explosion upon the buildings and the rocks, while the officers of the station kept watch over the wreckage that continued to wash ashore during the night and the following day, and reports of broken windows and damaged property were received from all parts of the western district of the city. bbox=[811, 2431, 957, 2540]
article-paragraph: When yesterday morning broke in the region of the Cliff House a strange scene of ruin and desolation was revealed. The beach for miles was strewn with fragments of timber, spars, cordage and the wreckage of the doomed vessel. Every window in the Cliff House and in the neighboring buildings had been shattered, and the ocean road was covered with broken glass and debris. Crowds of people came out from the city early in the day and wandered about among the ruins until late in the afternoon, gathering relics of the disaster. bbox=[8, 922, 150, 1048]
article-paragraph: the crowd gathered along the beach and upon the cliffs, watching the remains of the vessel as the tide came in, and many persons remained until a late hour examining the effects of the explosion upon the buildings and the rocks, while the officers of the station kept watch over the wreckage that continued to wash ashore during the night and the following day, and reports of broken windows and damaged property were received from all parts of the western district of the city. bbox=[811, 1106, 957, 1216]
column-6 bbox=[811, 5, 958, 2540]
article-paragraph: the crowd gathered along the beach and upon the cliffs, watching the remains of the vessel as the tide came in, and many persons remained until a late hour examining the effects of the explosion upon the buildings and the rocks, while the officers of the station kept watch over the wreckage that continued to wash ashore during the night and the following day, and reports of broken windows and damaged property were received from all parts of the western district of the city. bbox=[325, 2391, 480, 2493]
article-paragraph: ran right. "All the crew were coming ashore. I knew none of them but the Captain." bbox=[649, 5, 803, 31]
headline-deck-4: THEIR NARROW ESCAPE. bbox=[38, 350, 120, 412]
article-paragraph: the crowd gathered along the beach and upon the cliffs, watching the remains of the vessel as the tide came in, and many persons remained until a late hour examining the effects of the explosion upon the buildings and the rocks, while the officers of the station kept watch over the wreckage that continued to wash ashore during the night and the following day, and reports of broken windows and damaged property were received from all parts of the western district of the city. bbox=[166, 1378, 318, 1479]
article-paragraph: As evidence of the extreme force of the explosion it may be stated that windows were broken at a distance of more than two miles from the scene. Heavy timbers were thrown up the face of the bluff and landed on the road above, while a large anchor was hurled nearly a hundred yards along the beach. The sound of the explosion was heard distinctly in all parts of the city and across the bay. bbox=[325, 572, 480, 657]
article-paragraph: the crowd gathered along the beach and upon the cliffs, watching the remains of the vessel as the tide came in, and many persons remained until a late hour examining the effects of the explosion upon the buildings and the rocks, while the officers of the station kept watch over the wreckage that continued to wash ashore during the night and the following day, and reports of broken windows and damaged property were received from all parts of the western district of the city. bbox=[325, 1372, 480, 1473]
article-paragraph: He said that the men had been working on the beach for some time, endeavoring to save the cargo, when they noticed smoke issuing from the hold. They immediately retreated to a safe distance and warned the crowd to keep back. A few moments later there was a blinding flash, followed by a deafening roar, and the men were thrown violently to the ground and covered with sand and fragments of wood. When they recovered their senses they found that several of their number had been hurt. bbox=[166, 553, 318, 663]
subhead: NOTES AND INCIDENTS. bbox=[657, 391, 795, 403]
article-paragraph: the crowd gathered along the beach and upon the cliffs, watching the remains of the vessel as the tide came in, and many persons remained until a late hour examining the effects of the explosion upon the buildings and the rocks, while the officers of the station kept watch over the wreckage that continued to wash ashore during the night and the following day, and reports of broken windows and damaged property were received from all parts of the western district of the city. bbox=[487, 1184, 641, 1285]
article-paragraph: At the moment of the explosion, although only a few rods away, the tug was not so close to the fire as to feel the full force of the shock. The high rocky bluff off the coast broke the force of the concussion and undoubtedly saved the lives of the crew, who were thrown to the deck by the shock, but suffered no serious injuries. bbox=[649, 177, 803, 246]
subhead-lead: The Chief of the Signal Service Expires at Washington. bbox=[815, 374, 953, 395]
article-paragraph: the crowd gathered along the beach and upon the cliffs, watching the remains of the vessel as the tide came in, and many persons remained until a late hour examining the effects of the explosion upon the buildings and the rocks, while the officers of the station kept watch over the wreckage that continued to wash ashore during the night and the following day, and reports of broken windows and damaged property were received from all parts of the western district of the city. bbox=[487, 2203, 641, 2304]
article-paragraph: The force of Thursday afternoon's explosion of the fire-wrecked steamer, by which the schooner Parallel was blown to atoms and the Cliff House and adjacent property was badly damaged, occurred at such an hour and at such a distance that the accounts of the disaster published in yesterday's CHRONICLE were necessarily only outline sketches. More time has allowed the rumor of the wreck and explosion to be fully investigated, and the details published yesterday morning have been corroborated. In the following columns will be found a description of the scene of the explosion, the stories told by eye-witnesses, and a statement of the loss occasioned by the disaster. It is now definitely known that no lives were lost, although several persons were injured. bbox=[8, 632, 150, 800]
article-paragraph: the crowd gathered along the beach and upon the cliffs, watching the remains of the vessel as the tide came in, and many persons remained until a late hour examining the effects of the explosion upon the buildings and the rocks, while the officers of the station kept watch over the wreckage that continued to wash ashore during the night and the following day, and reports of broken windows and damaged property were received from all parts of the western district of the city. bbox=[649, 1275, 803, 1376]
article-paragraph: Mrs. Winterbaum, a sister of Mr. Martin, said that she was in the parlor of the cottage when the explosion took place. She was thrown from her chair and the window glass fell all around her, but she escaped with only a few scratches. Joseph Sullivan, head gardener for Mr. Sutro, was working in the grounds when he heard the report and was thrown violently to the ground. bbox=[487, 494, 641, 571]
article-paragraph: the crowd gathered along the beach and upon the cliffs, watching the remains of the vessel as the tide came in, and many persons remained until a late hour examining the effects of the explosion upon the buildings and the rocks, while the officers of the station kept watch over the wreckage that continued to wash ashore during the night and the following day, and reports of broken windows and damaged property were received from all parts of the western district of the city. bbox=[166, 1989, 318, 2090]
article-paragraph: The great rock at the foot of the bluff, upon which the schooner lay, was scarred and blackened, and the surf had thrown up on the beach a tangled mass of splintered planks. The roof of the Cliff House had been lifted from its fastenings and a large portion of the glass of the verandas was lying in fragments upon the floors. Every room bore evidence of the violence of the concussion. bbox=[8, 1048, 150, 1142]
column-rule bbox=[807, 4, 808, 2489]
article-paragraph: the crowd gathered along the beach and upon the cliffs, watching the remains of the vessel as the tide came in, and many persons remained until a late hour examining the effects of the explosion upon the buildings and the rocks, while the officers of the station kept watch over the wreckage that continued to wash ashore during the night and the following day, and reports of broken windows and damaged property were received from all parts of the western district of the city. bbox=[649, 2090, 803, 2192]
article-paragraph: the crowd gathered along the beach and upon the cliffs, watching the remains of the vessel as the tide came in, and many persons remained until a late hour examining the effects of the explosion upon the buildings and the rocks, while the officers of the station kept watch over the wreckage that continued to wash ashore during the night and the following day, and reports of broken windows and damaged property were received from all parts of the western district of the city. bbox=[8, 2355, 150, 2465]
article-paragraph: the crowd gathered along the beach and upon the cliffs, watching the remains of the vessel as the tide came in, and many persons remained until a late hour examining the effects of the explosion upon the buildings and the rocks, while the officers of the station kept watch over the wreckage that continued to wash ashore during the night and the following day, and reports of broken windows and damaged property were received from all parts of the western district of the city. bbox=[649, 2294, 803, 2395]
article-paragraph: the crowd gathered along the beach and upon the cliffs, watching the remains of the vessel as the tide came in, and many persons remained until a late hour examining the effects of the explosion upon the buildings and the rocks, while the officers of the station kept watch over the wreckage that continued to wash ashore during the night and the following day, and reports of broken windows and damaged property were received from all parts of the western district of the city. bbox=[166, 1071, 318, 1172]
article-paragraph: the crowd gathered along the beach and upon the cliffs, watching the remains of the vessel as the tide came in, and many persons remained until a late hour examining the effects of the explosion upon the buildings and the rocks, while the officers of the station kept watch over the wreckage that continued to wash ashore during the night and the following day, and reports of broken windows and damaged property were received from all parts of the western district of the city. bbox=[166, 765, 318, 867]
masthead-title: THE CLIFF WRECK bbox=[13, 9, 145, 108]
article-paragraph: the crowd gathered along the beach and upon the cliffs, watching the remains of the vessel as the tide came in, and many persons remained until a late hour examining the effects of the explosion upon the buildings and the rocks, while the officers of the station kept watch over the wreckage that continued to wash ashore during the night and the following day, and reports of broken windows and damaged property were received from all parts of the western district of the city. bbox=[811, 555, 957, 665]
subhead-lead: The Owner and the Cargo of the Parallel. bbox=[813, 106, 955, 127]
article-paragraph: the crowd gathered along the beach and upon the cliffs, watching the remains of the vessel as the tide came in, and many persons remained until a late hour examining the effects of the explosion upon the buildings and the rocks, while the officers of the station kept watch over the wreckage that continued to wash ashore during the night and the following day, and reports of broken windows and damaged property were received from all parts of the western district of the city. bbox=[487, 1285, 641, 1387]
article-paragraph: the crowd gathered along the beach and upon the cliffs, watching the remains of the vessel as the tide came in, and many persons remained until a late hour examining the effects of the explosion upon the buildings and the rocks, while the officers of the station kept watch over the wreckage that continued to wash ashore during the night and the following day, and reports of broken windows and damaged property were received from all parts of the western district of the city. bbox=[325, 1779, 480, 1880]
article-paragraph: the crowd gathered along the beach and upon the cliffs, watching the remains of the vessel as the tide came in, and many persons remained until a late hour examining the effects of the explosion upon the buildings and the rocks, while the officers of the station kept watch over the wreckage that continued to wash ashore during the night and the following day, and reports of broken windows and damaged property were received from all parts of the western district of the city. bbox=[487, 2000, 641, 2101]
article-paragraph: the crowd gathered along the beach and upon the cliffs, watching the remains of the vessel as the tide came in, and many persons remained until a late hour examining the effects of the explosion upon the buildings and the rocks, while the officers of the station kept watch over the wreckage that continued to wash ashore during the night and the following day, and reports of broken windows and damaged property were received from all parts of the western district of the city. bbox=[811, 1769, 957, 1878]
article-paragraph: In addition to the crowds on the beach every inch of vantage ground and every spot on the cliffs was occupied by sightseers. Many people who wandered up and down the beach found the sand covered with bits of the cargo, and pieces of rope and canvas were carried away as mementoes of the disaster. Toward evening the crowd began to diminish and by nightfall the beach was nearly deserted. bbox=[166, 65, 318, 149]
article-paragraph: the crowd gathered along the beach and upon the cliffs, watching the remains of the vessel as the tide came in, and many persons remained until a late hour examining the effects of the explosion upon the buildings and the rocks, while the officers of the station kept watch over the wreckage that continued to wash ashore during the night and the following day, and reports of broken windows and damaged property were received from all parts of the western district of the city. bbox=[325, 963, 480, 1065]
article-paragraph: the crowd gathered along the beach and upon the cliffs, watching the remains of the vessel as the tide came in, and many persons remained until a late hour examining the effects of the explosion upon the buildings and the rocks, while the officers of the station kept watch over the wreckage that continued to wash ashore during the night and the following day, and reports of broken windows and damaged property were received from all parts of the western district of the city. bbox=[649, 1886, 803, 1987]
divider bbox=[43, 624, 115, 625]
headline-deck-1: Further Details of the Disaster. bbox=[11, 113, 147, 180]
subhead-lead: Some of the Cliff-Dwellers Relate Their Experience. bbox=[491, 369, 638, 390]
article-paragraph: All the first night was spent in trying to work her out to sea, but the current was too strong and the schooner gradually drifted inward until she struck upon the rocks at the foot of the bluff. The crew then took to the rigging, from which they were afterwards rescued by the life-saving crew. bbox=[325, 106, 480, 166]
article-paragraph: the crowd gathered along the beach and upon the cliffs, watching the remains of the vessel as the tide came in, and many persons remained until a late hour examining the effects of the explosion upon the buildings and the rocks, while the officers of the station kept watch over the wreckage that continued to wash ashore during the night and the following day, and reports of broken windows and damaged property were received from all parts of the western district of the city. bbox=[487, 1387, 641, 1488]
article-paragraph: A strange feature of the explosion was seen in the effect upon doors. The majority of all doors were wrenched, especially at the joint of the lock, and many of them were burst open outward instead of inward. A large number of people who were on the beach reported that they felt the ground tremble beneath them before the sound reached their ears. bbox=[649, 429, 803, 505]
article-paragraph: the crowd gathered along the beach and upon the cliffs, watching the remains of the vessel as the tide came in, and many persons remained until a late hour examining the effects of the explosion upon the buildings and the rocks, while the officers of the station kept watch over the wreckage that continued to wash ashore during the night and the following day, and reports of broken windows and damaged property were received from all parts of the western district of the city. bbox=[487, 775, 641, 877]
article-paragraph: the crowd gathered along the beach and upon the cliffs, watching the remains of the vessel as the tide came in, and many persons remained until a late hour examining the effects of the explosion upon the buildings and the rocks, while the officers of the station kept watch over the wreckage that continued to wash ashore during the night and the following day, and reports of broken windows and damaged property were received from all parts of the western district of the city. bbox=[8, 1914, 150, 2024]
article-paragraph: the crowd gathered along the beach and upon the cliffs, watching the remains of the vessel as the tide came in, and many persons remained until a late hour examining the effects of the explosion upon the buildings and the rocks, while the officers of the station kept watch over the wreckage that continued to wash ashore during the night and the following day, and reports of broken windows and damaged property were received from all parts of the western district of the city. bbox=[649, 2396, 803, 2497]
article-paragraph: the crowd gathered along the beach and upon the cliffs, watching the remains of the vessel as the tide came in, and many persons remained until a late hour examining the effects of the explosion upon the buildings and the rocks, while the officers of the station kept watch over the wreckage that continued to wash ashore during the night and the following day, and reports of broken windows and damaged property were received from all parts of the western district of the city. bbox=[487, 1082, 641, 1183]
article-paragraph: the crowd gathered along the beach and upon the cliffs, watching the remains of the vessel as the tide came in, and many persons remained until a late hour examining the effects of the explosion upon the buildings and the rocks, while the officers of the station kept watch over the wreckage that continued to wash ashore during the night and the following day, and reports of broken windows and damaged property were received from all parts of the western district of the city. bbox=[325, 1270, 480, 1371]
article-paragraph: Washington, January 16.—The Post's Washington special says: The condition of Secretary Manning is not improving. His strength is failing him very rapidly, and his physicians are much concerned. It is stated that he has expressed a desire to retire from office, and that the President will soon name his successor. bbox=[649, 593, 803, 662]
divider bbox=[43, 550, 115, 551]
